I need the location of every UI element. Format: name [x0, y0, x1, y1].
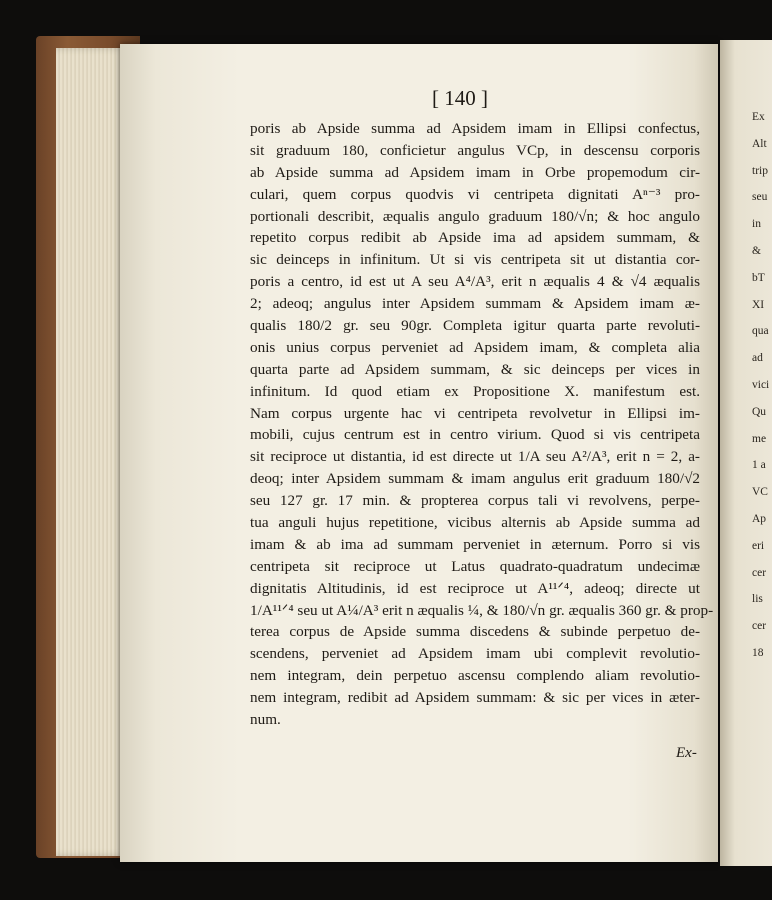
next-page-fragment: eri: [752, 539, 765, 552]
next-page-fragment: XI: [752, 298, 765, 311]
text-line: ab Apside summa ad Apsidem imam in Orbe propemodum cir-: [250, 163, 700, 181]
text-line: mobili, cujus centrum est in centro virium. Quod si vis centripeta: [250, 426, 700, 444]
next-page-fragment: cer: [752, 620, 767, 633]
page-number-header: [ 140 ]: [432, 86, 488, 110]
text-line: centripeta sit reciproce ut Latus quadrato-quadratum undecimæ: [250, 557, 700, 575]
text-line: culari, quem corpus quodvis vi centripeta dignitati Aⁿ⁻³ pro-: [250, 185, 700, 203]
page-edges: [56, 48, 128, 856]
next-page-fragment: me: [752, 432, 767, 445]
next-page-fragment: 1 a: [752, 459, 766, 472]
text-line: infinitum. Id quod etiam ex Propositione X. manifestum est.: [250, 382, 700, 400]
text-line: nem integram, redibit ad Apsidem summam: & sic per vices in æter-: [250, 689, 700, 707]
text-line: sic deinceps in infinitum. Ut si vis centripeta sit ut distantia cor-: [250, 251, 700, 269]
text-line: repetito corpus redibit ab Apside ima ad apsidem summam, &: [250, 229, 700, 247]
next-page-fragment: Alt: [752, 137, 767, 150]
next-page-fragment: bT: [752, 271, 765, 284]
next-page-fragment: seu: [752, 191, 768, 204]
text-line: qualis 180/2 gr. seu 90gr. Completa igitur quarta parte revoluti-: [250, 317, 700, 335]
next-page-fragment: ad: [752, 352, 763, 365]
text-line: num.: [250, 711, 281, 729]
next-page-fragment: lis: [752, 593, 763, 606]
text-line: sit graduum 180, conficietur angulus VCp, in descensu corporis: [250, 141, 700, 159]
next-page-fragments: [752, 104, 772, 667]
text-line: dignitatis Altitudinis, id est reciproce ut A¹¹ᐟ⁴, adeoq; directe ut: [250, 579, 700, 597]
text-line: nem integram, dein perpetuo ascensu complendo aliam revolutio-: [250, 667, 700, 685]
text-line: imam & ab ima ad summam perveniet in æternum. Porro si vis: [250, 535, 700, 553]
text-line: quarta parte ad Apsidem summam, & sic deinceps per vices in: [250, 360, 700, 378]
text-line: tua anguli hujus repetitione, vicibus alternis ab Apside summa ad: [250, 514, 700, 532]
next-page-fragment: Ex: [752, 111, 765, 123]
next-page-fragment: trip: [752, 164, 768, 177]
next-page-fragment: Ap: [752, 512, 767, 525]
text-line: Nam corpus urgente hac vi centripeta revolvetur in Ellipsi im-: [250, 404, 700, 422]
text-line: seu 127 gr. 17 min. & propterea corpus tali vi revolvens, perpe-: [250, 492, 700, 510]
main-text: [250, 118, 714, 731]
next-page-fragment: qua: [752, 325, 769, 338]
next-page-fragment: in: [752, 218, 761, 231]
text-line: scendens, perveniet ad Apsidem imam ubi complevit revolutio-: [250, 645, 700, 663]
text-line: 1/A¹¹ᐟ⁴ seu ut A¼/A³ erit n æqualis ¼, & 180/√n gr. æqualis 360 gr. & prop-: [250, 601, 714, 619]
next-page-fragment: 18: [752, 646, 764, 659]
text-line: poris ab Apside summa ad Apsidem imam in Ellipsi confectus,: [250, 120, 700, 137]
next-page-fragment: VC: [752, 486, 768, 499]
next-page-fragment: Qu: [752, 405, 767, 418]
next-page-fragment: &: [752, 244, 761, 257]
text-line: terea corpus de Apside summa discedens & subinde perpetuo de-: [250, 623, 700, 641]
text-line: sit reciproce ut distantia, id est directe ut 1/A seu A²/A³, erit n = 2, a-: [250, 448, 700, 466]
text-line: deoq; inter Apsidem summam & imam angulus erit graduum 180/√2: [250, 470, 700, 488]
next-page-fragment: vici: [752, 378, 770, 391]
text-line: onis unius corpus perveniet ad Apsidem imam, & completa alia: [250, 338, 700, 356]
catchword: Ex-: [676, 745, 697, 761]
text-line: portionali describit, æqualis angulo graduum 180/√n; & hoc angulo: [250, 207, 700, 225]
text-line: 2; adeoq; angulus inter Apsidem summam & Apsidem imam æ-: [250, 295, 700, 313]
text-line: poris a centro, id est ut A seu A⁴/A³, erit n æqualis 4 & √4 æqualis: [250, 273, 700, 291]
next-page-fragment: cer: [752, 566, 767, 579]
